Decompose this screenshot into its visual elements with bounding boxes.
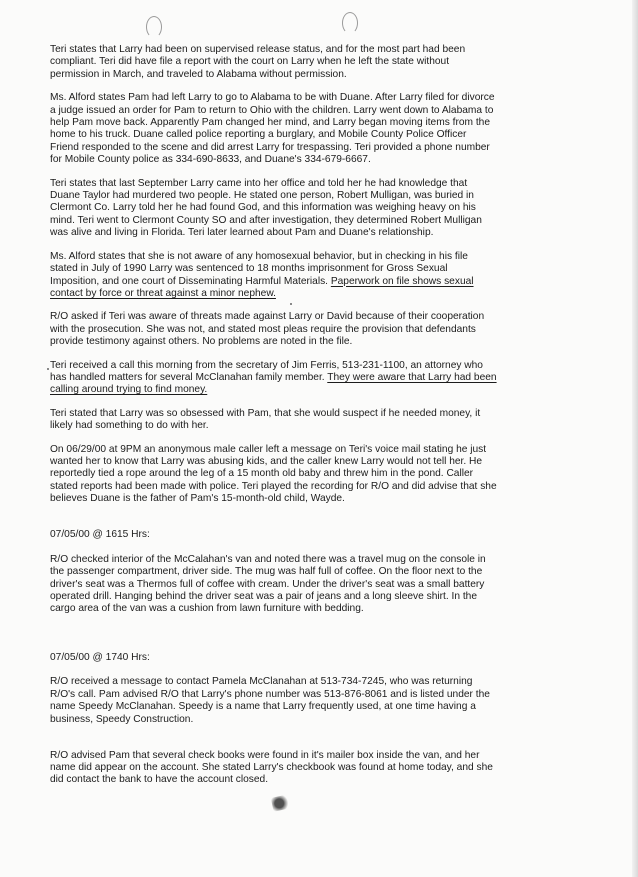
punch-hole-right	[342, 12, 358, 34]
entry-pam-call	[50, 639, 498, 738]
document-body	[50, 44, 498, 798]
entry-pam-call-header: 07/05/00 @ 1740 Hrs:	[50, 651, 150, 663]
page-edge	[632, 0, 638, 877]
entry-van-check-header: 07/05/00 @ 1615 Hrs:	[50, 529, 150, 540]
ink-speck	[47, 368, 49, 370]
paragraph-murder-claim: Teri states that last September Larry came into her office and told her he had knowledge that Duane Taylor had murdered two people. He stated one person, Robert Mulligan, was buried in Clermont Co. Larry told her he had found God, and this information was weighing heavy on his mind. Teri went to Clermont County SO and after investigation, they determined Robert Mulligan was alive and living in Florida. Teri later learned about Pam and Duane's relationship.	[50, 177, 482, 239]
paragraph-alabama-move: Ms. Alford states Pam had left Larry to go to Alabama to be with Duane. After Larry filed for divorce a judge issued an order for Pam to return to Ohio with the children. Larry went down to Alabama to help Pam move back. Apparently Pam changed her mind, and Larry began moving items from the home to his truck. Duane called police reporting a burglary, and Mobile County Police Officer Friend responded to the scene and did arrest Larry for trespassing. Teri provided a phone number for Mobile County police as 334-690-8633, and Duane's 334-679-6667.	[50, 92, 495, 166]
ink-smudge-mark	[271, 794, 292, 811]
paragraph-file-history	[50, 251, 498, 301]
paragraph-attorney-call	[50, 360, 498, 397]
entry-van-check	[50, 517, 498, 629]
attorney-call-text: Teri received a call this morning from the secretary of Jim Ferris, 513-231-1100, an attorney who has handled matters for several McClanahan family member.	[50, 359, 483, 383]
file-history-text: Ms. Alford states that she is not aware of any homosexual behavior, but in checking in his file stated in July of 1990 Larry was sentenced to 18 months imprisonment for Gross Sexual Imposition, and one court of Disseminating Harmful Materials.	[50, 250, 468, 287]
paragraph-supervised-release: Teri states that Larry had been on supervised release status, and for the most part had been compliant. Teri did have file a report with the court on Larry when he left the state without permission in March, and traveled to Alabama without permission.	[50, 44, 466, 80]
ink-speck	[290, 303, 292, 305]
entry-van-check-body: R/O checked interior of the McCalahan's van and noted there was a travel mug on the console in the passenger compartment, driver side. The mug was half full of coffee. On the floor next to the driver's seat was a Thermos full of coffee with cream. Under the driver's seat was a small battery operated drill. Hanging behind the driver seat was a pair of jeans and a long sleeve shirt. In the cargo area of the van was a cushion from lawn furniture with bedding.	[50, 553, 486, 615]
entry-pam-call-body: R/O received a message to contact Pamela McClanahan at 513-734-7245, who was returning R/O's call. Pam advised R/O that Larry's phone number was 513-876-8061 and is listed under the name Speedy McClanahan. Speedy is a name that Larry frequently used, at one time having a business, Speedy Construction.	[50, 676, 490, 725]
punch-hole-left	[146, 16, 162, 38]
paragraph-obsession: Teri stated that Larry was so obsessed with Pam, that she would suspect if he needed money, it likely had something to do with her.	[50, 407, 481, 432]
attorney-call-underlined: They were aware that Larry had been calling around trying to find money.	[50, 371, 497, 396]
paragraph-threats: R/O asked if Teri was aware of threats made against Larry or David because of their cooperation with the prosecution. She was not, and stated most pleas require the provision that defendants provide testimony against others. No problems are noted in the file.	[50, 311, 485, 348]
file-history-underlined: Paperwork on file shows sexual contact by force or threat against a minor nephew.	[50, 275, 474, 299]
paragraph-anonymous-caller: On 06/29/00 at 9PM an anonymous male caller left a message on Teri's voice mail stating he just wanted her to know that Larry was abusing kids, and the caller knew Larry would not tell her. He reportedly tied a rope around the leg of a 15 month old baby and threw him in the pond. Caller stated reports had been made with police. Teri played the recording for R/O and did advise that she believes Duane is the father of Pam's 15-month-old child, Wayde.	[50, 443, 497, 505]
paragraph-checkbooks: R/O advised Pam that several check books were found in it's mailer box inside the van, and her name did appear on the account. She stated Larry's checkbook was found at home today, and she did contact the bank to have the account closed.	[50, 749, 493, 786]
